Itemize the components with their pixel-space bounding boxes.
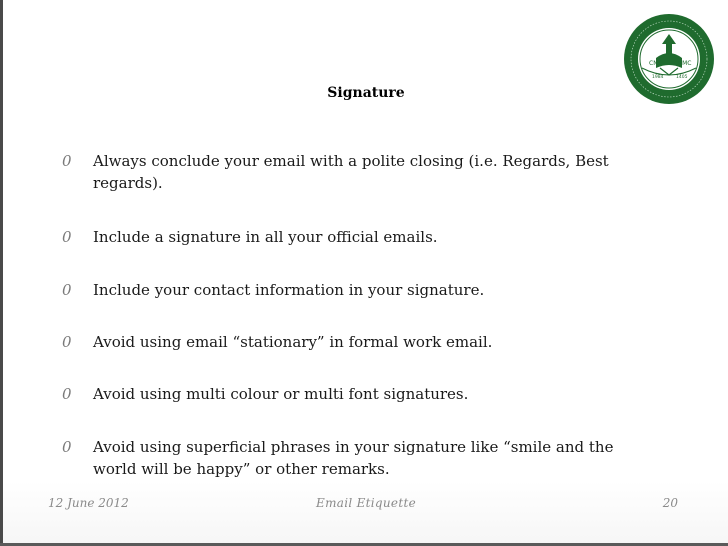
bullet-marker-icon: 0 xyxy=(62,385,72,403)
bullet-text: Include your contact information in your signature. xyxy=(93,281,485,299)
bullet-marker-icon: 0 xyxy=(62,152,72,170)
bullet-marker-icon: 0 xyxy=(62,333,72,351)
bullet-marker-icon: 0 xyxy=(62,228,72,246)
bullet-item xyxy=(62,436,622,480)
bullet-text: Always conclude your email with a polite closing (i.e. Regards, Best regards). xyxy=(93,152,609,192)
bullet-text: Avoid using superficial phrases in your signature like “smile and the world will be happy” or other remarks. xyxy=(93,438,614,478)
logo-year-left: 1984 xyxy=(652,75,664,80)
bullet-item xyxy=(62,226,438,248)
bullet-item xyxy=(62,150,622,194)
left-edge-line xyxy=(0,0,3,546)
logo-text-right: BMC xyxy=(678,60,692,67)
logo-text-left: CNS xyxy=(649,60,662,67)
bullet-text: Avoid using email “stationary” in formal work email. xyxy=(93,333,493,351)
page-number: 20 xyxy=(662,496,678,510)
bullet-item xyxy=(62,279,484,301)
logo-year-right: 1405 xyxy=(676,75,688,80)
footer-title: Email Etiquette xyxy=(316,496,416,510)
bullet-text: Include a signature in all your official emails. xyxy=(93,228,438,246)
bullet-item xyxy=(62,331,492,353)
slide-title: Signature xyxy=(327,85,405,101)
bullet-item xyxy=(62,383,468,405)
bullet-marker-icon: 0 xyxy=(62,438,72,456)
footer-date: 12 June 2012 xyxy=(48,496,129,510)
bullet-text: Avoid using multi colour or multi font signatures. xyxy=(93,385,469,403)
bullet-marker-icon: 0 xyxy=(62,281,72,299)
